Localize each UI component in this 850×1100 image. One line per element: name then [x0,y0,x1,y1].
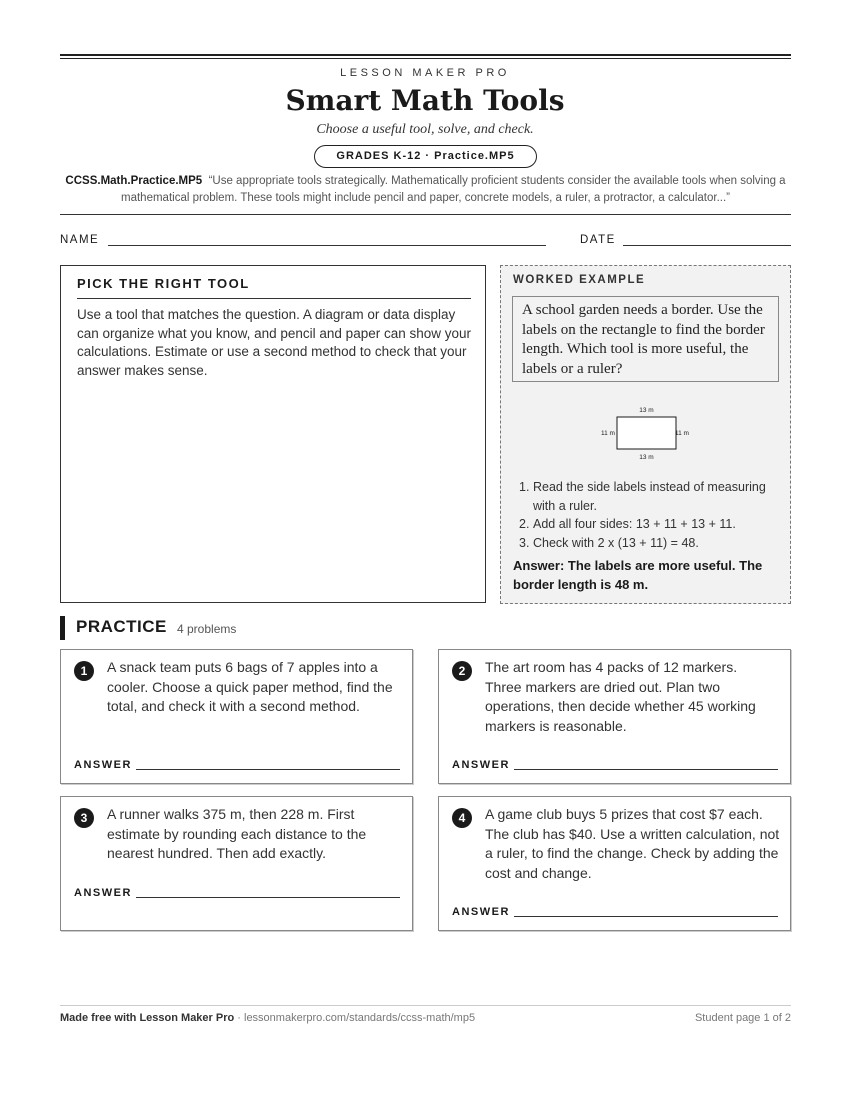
standard-statement [60,173,791,207]
standard-quote: “Use appropriate tools strategically. Mathematically proficient students consider the available tools when solving a mathematical problem. These tools might include pencil and paper, concrete models, a ruler, a protractor, a calculator...” [121,175,786,204]
brand-label: LESSON MAKER PRO [340,67,510,79]
answer-field[interactable] [136,897,400,898]
pick-tool-text: Use a tool that matches the question. A diagram or data display can organize what you know, and pencil and paper can show your calculations. Estimate or use a second method to check that your answer makes sense. [77,307,472,378]
problem-text: A snack team puts 6 bags of 7 apples into a cooler. Choose a quick paper method, find the total, and check it with a second method. [107,659,393,714]
problem-number-badge: 2 [452,661,472,681]
problem-card-2 [438,649,791,784]
pick-tool-heading: PICK THE RIGHT TOOL [77,276,471,299]
garden-rectangle [617,417,676,449]
pick-tool-panel [60,265,486,603]
page-title: Smart Math Tools [285,84,565,117]
worked-example-label: WORKED EXAMPLE [513,274,646,286]
answer-label: ANSWER [452,906,510,918]
problem-text: A runner walks 375 m, then 228 m. First estimate by rounding each distance to the nearest hundred. Then add exactly. [107,806,367,861]
name-field[interactable] [108,245,546,246]
answer-field[interactable] [514,769,778,770]
standard-code: CCSS.Math.Practice.MP5 [65,175,203,187]
date-label: DATE [580,234,616,246]
problem-card-4 [438,796,791,931]
footer-link[interactable]: · lessonmakerpro.com/standards/ccss-math/mp5 [234,1012,476,1024]
top-double-rule [60,54,791,59]
footer-credit [60,1012,475,1024]
page-subtitle: Choose a useful tool, solve, and check. [316,122,534,137]
worked-example-steps [519,478,784,552]
label-bottom-side: 13 m [639,454,654,461]
step-item: 3. Check with 2 x (13 + 11) = 48. [519,535,699,550]
practice-accent-bar [60,616,65,640]
label-right-side: 11 m [675,430,689,437]
problem-card-1 [60,649,413,784]
step-item: 1. Read the side labels instead of measuring with a ruler. [519,480,766,513]
grade-badge: GRADES K-12 · Practice.MP5 [314,145,537,168]
practice-title: PRACTICE [76,617,167,636]
worked-example-answer: Answer: The labels are more useful. The border length is 48 m. [513,558,763,592]
label-left-side: 11 m [601,430,615,437]
step-item: 2. Add all four sides: 13 + 11 + 13 + 11. [519,517,736,531]
footer-divider [60,1005,791,1006]
footer-made-with: Made free with Lesson Maker Pro [60,1012,235,1024]
worked-example-panel [500,265,791,604]
answer-field[interactable] [136,769,400,770]
problem-number-badge: 1 [74,661,94,681]
header-divider [60,214,791,215]
answer-field[interactable] [514,916,778,917]
answer-label: ANSWER [74,887,132,899]
worked-example-question: A school garden needs a border. Use the labels on the rectangle to find the border length. Which tool is more useful, the labels or a ruler? [512,296,779,382]
answer-label: ANSWER [452,759,510,771]
date-field[interactable] [623,245,791,246]
problem-card-3 [60,796,413,931]
problem-number-badge: 3 [74,808,94,828]
problem-text: A game club buys 5 prizes that cost $7 each. The club has $40. Use a written calculation, not a ruler, to find the change. Check by adding the cost and change. [485,806,780,881]
problem-number-badge: 4 [452,808,472,828]
practice-count: 4 problems [177,622,237,636]
problem-text: The art room has 4 packs of 12 markers. Three markers are dried out. Plan two operations, then decide whether 45 working markers is reasonable. [485,659,756,734]
label-top-side: 13 m [639,407,654,414]
footer-page-number: Student page 1 of 2 [694,1012,791,1024]
answer-label: ANSWER [74,759,132,771]
garden-rectangle-diagram [501,402,792,466]
name-label: NAME [60,234,100,246]
